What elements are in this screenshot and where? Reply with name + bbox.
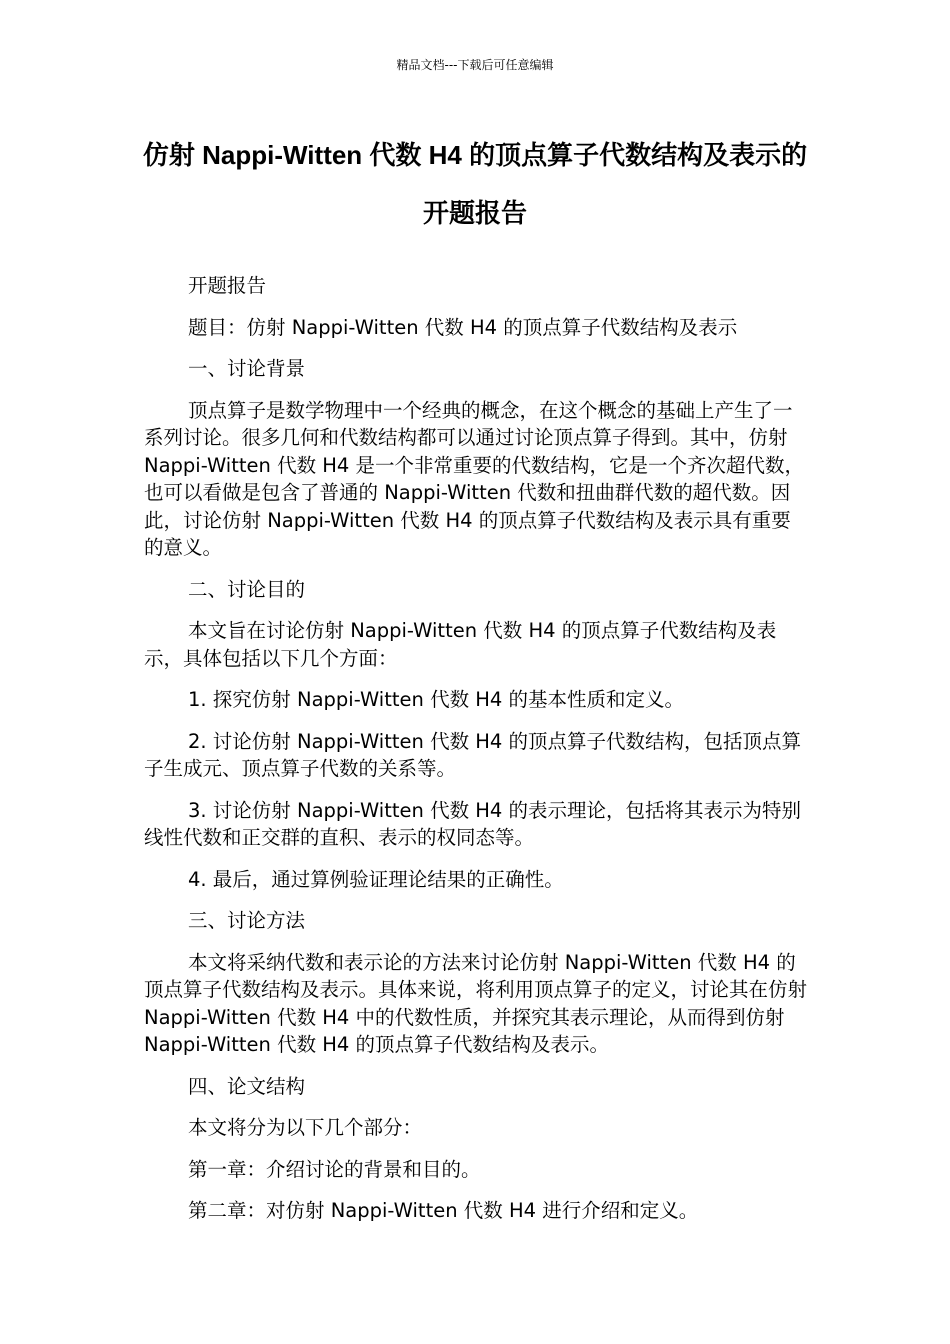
structure-intro: 本文将分为以下几个部分： — [188, 1116, 423, 1139]
purpose-intro-paragraph: 本文旨在讨论仿射 Nappi-Witten 代数 H4 的顶点算子代数结构及表示，具体包括以下几个方面： — [144, 619, 777, 670]
document-body — [144, 272, 808, 1239]
section-heading-background: 一、讨论背景 — [188, 357, 306, 380]
report-label: 开题报告 — [188, 274, 267, 297]
purpose-item-4: 4. 最后，通过算例验证理论结果的正确性。 — [188, 867, 564, 891]
purpose-item-1: 1. 探究仿射 Nappi-Witten 代数 H4 的基本性质和定义。 — [188, 688, 685, 711]
section-heading-method: 三、讨论方法 — [188, 909, 306, 932]
purpose-item-2: 2. 讨论仿射 Nappi-Witten 代数 H4 的顶点算子代数结构，包括顶点算子生成元、顶点算子代数的关系等。 — [144, 729, 802, 780]
method-paragraph: 本文将采纳代数和表示论的方法来讨论仿射 Nappi-Witten 代数 H4 的顶点算子代数结构及表示。具体来说，将利用顶点算子的定义，讨论其在仿射 Nappi-Witten 代数 H4 中的代数性质，并探究其表示理论，从而得到仿射 Nappi-Witten 代数 H4 的顶点算子代数结构及表示。 — [144, 950, 808, 1056]
section-heading-structure: 四、论文结构 — [188, 1074, 306, 1098]
section-heading-purpose: 二、讨论目的 — [188, 577, 306, 601]
page-header-note: 精品文档---下载后可任意编辑 — [396, 58, 554, 72]
chapter-2-line: 第二章：对仿射 Nappi-Witten 代数 H4 进行介绍和定义。 — [188, 1199, 699, 1222]
chapter-1-line: 第一章：介绍讨论的背景和目的。 — [188, 1157, 481, 1181]
background-paragraph: 顶点算子是数学物理中一个经典的概念，在这个概念的基础上产生了一系列讨论。很多几何和代数结构都可以通过讨论顶点算子得到。其中，仿射 Nappi-Witten 代数 H4 是一个非常重要的代数结构，它是一个齐次超代数，也可以看做是包含了普通的 Nappi-Witten 代数和扭曲群代数的超代数。因此，讨论仿射 Nappi-Witten 代数 H4 的顶点算子代数结构及表示具有重要的意义。 — [144, 398, 805, 559]
document-title: 仿射 Nappi-Witten 代数 H4 的顶点算子代数结构及表示的开题报告 — [142, 140, 808, 228]
report-topic: 题目：仿射 Nappi-Witten 代数 H4 的顶点算子代数结构及表示 — [188, 315, 738, 339]
purpose-item-3: 3. 讨论仿射 Nappi-Witten 代数 H4 的表示理论，包括将其表示为特别线性代数和正交群的直积、表示的权同态等。 — [144, 798, 802, 849]
